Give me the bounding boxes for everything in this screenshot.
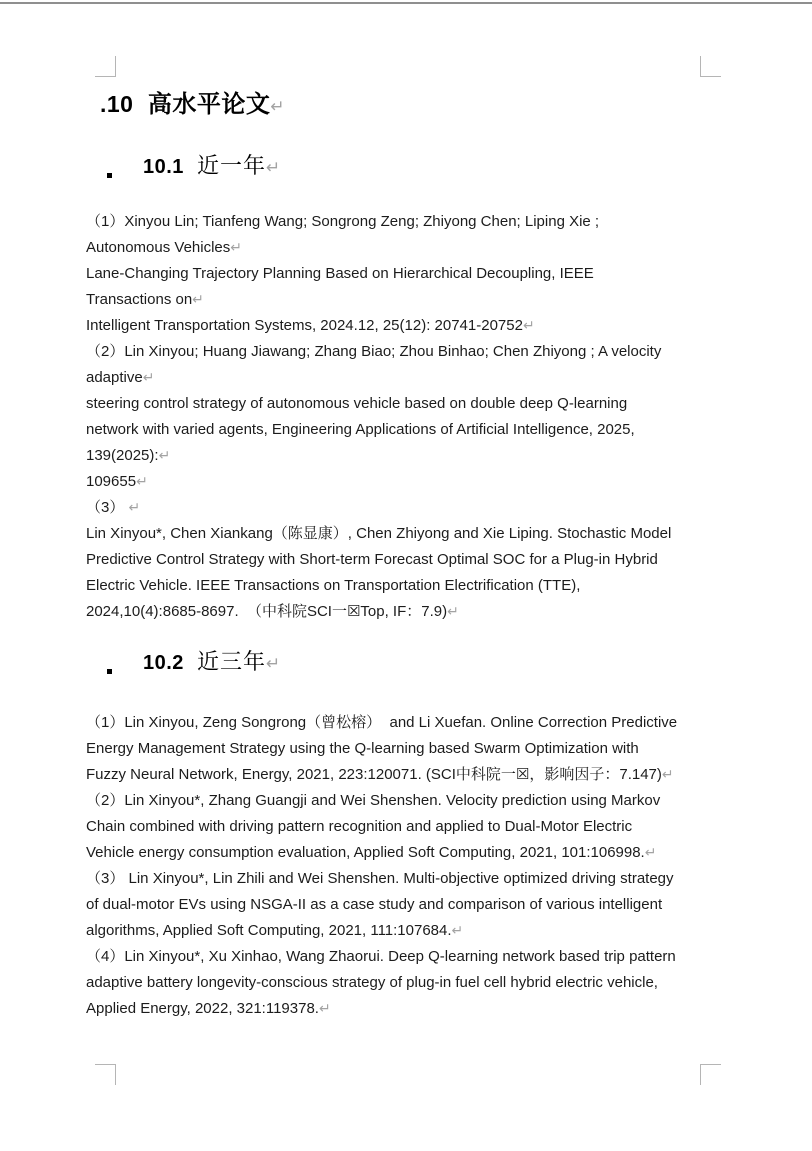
- paragraph-mark-icon: ↵: [451, 923, 464, 939]
- reference-text[interactable]: 109655: [86, 473, 137, 490]
- paragraph-mark-icon: ↵: [265, 654, 281, 674]
- reference-line[interactable]: [86, 996, 746, 1022]
- section-heading-10-2[interactable]: [143, 645, 280, 676]
- reference-text[interactable]: Autonomous Vehicles: [86, 239, 231, 256]
- text-boundary-mark-top-left: [115, 56, 116, 77]
- reference-line[interactable]: [86, 944, 746, 970]
- paragraph-mark-icon: ↵: [142, 370, 155, 386]
- reference-text[interactable]: Electric Vehicle. IEEE Transactions on Transportation Electrification (TTE),: [86, 577, 581, 594]
- reference-text[interactable]: network with varied agents, Engineering Applications of Artificial Intelligence, 2025,: [86, 421, 635, 438]
- section-10-1-references: [86, 209, 746, 625]
- reference-line[interactable]: [86, 814, 746, 840]
- section-title[interactable]: 近一年: [196, 153, 266, 178]
- reference-text[interactable]: adaptive battery longevity-conscious strategy of plug-in fuel cell hybrid electric vehicle,: [86, 974, 658, 991]
- reference-line[interactable]: [86, 762, 746, 788]
- paragraph-mark-icon: ↵: [661, 767, 674, 783]
- reference-text[interactable]: （3）: [86, 499, 129, 516]
- reference-text[interactable]: steering control strategy of autonomous vehicle based on double deep Q-learning: [86, 395, 628, 412]
- reference-text[interactable]: Lin Xinyou*, Chen Xiankang（陈显康）, Chen Zhiyong and Xie Liping. Stochastic Model: [86, 525, 672, 542]
- reference-text[interactable]: adaptive: [86, 369, 143, 386]
- paragraph-mark-icon: ↵: [230, 240, 242, 256]
- reference-text[interactable]: Lane-Changing Trajectory Planning Based on Hierarchical Decoupling, IEEE: [86, 265, 594, 282]
- reference-line[interactable]: [86, 495, 746, 521]
- reference-text[interactable]: Vehicle energy consumption evaluation, Applied Soft Computing, 2021, 101:106998.: [86, 844, 645, 861]
- reference-text[interactable]: （4）Lin Xinyou*, Xu Xinhao, Wang Zhaorui. Deep Q-learning network based trip pattern: [86, 948, 676, 965]
- reference-line[interactable]: [86, 710, 746, 736]
- reference-text[interactable]: Fuzzy Neural Network, Energy, 2021, 223:120071. (SCI中科院一☒，影响因子：7.147): [86, 766, 662, 783]
- paragraph-mark-icon: ↵: [447, 604, 459, 620]
- text-boundary-mark-top-right: [700, 56, 701, 77]
- chapter-title[interactable]: 高水平论文: [147, 91, 271, 118]
- reference-line[interactable]: [86, 970, 746, 996]
- page-top-divider: [0, 2, 812, 4]
- paragraph-mark-icon: ↵: [136, 474, 148, 490]
- paragraph-mark-icon: ↵: [522, 318, 535, 334]
- section-title[interactable]: 近三年: [196, 649, 266, 674]
- text-boundary-mark-top-right: [700, 76, 721, 77]
- reference-text[interactable]: 139(2025):: [86, 447, 159, 464]
- reference-text[interactable]: Energy Management Strategy using the Q-learning based Swarm Optimization with: [86, 740, 639, 757]
- section-bullet-icon: [107, 173, 112, 178]
- reference-line[interactable]: [86, 313, 746, 339]
- reference-line[interactable]: [86, 209, 746, 235]
- text-boundary-mark-top-left: [95, 76, 116, 77]
- section-number[interactable]: 10.1: [143, 156, 184, 178]
- reference-line[interactable]: [86, 391, 746, 417]
- reference-line[interactable]: [86, 599, 746, 625]
- reference-line[interactable]: [86, 443, 746, 469]
- text-boundary-mark-bottom-right: [700, 1064, 721, 1065]
- reference-line[interactable]: [86, 573, 746, 599]
- reference-text[interactable]: Chain combined with driving pattern recognition and applied to Dual-Motor Electric: [86, 818, 633, 835]
- paragraph-mark-icon: ↵: [644, 845, 657, 861]
- reference-text[interactable]: （2）Lin Xinyou*, Zhang Guangji and Wei Shenshen. Velocity prediction using Markov: [86, 792, 661, 809]
- reference-line[interactable]: [86, 365, 746, 391]
- reference-text[interactable]: of dual-motor EVs using NSGA-II as a case study and comparison of various intelligent: [86, 896, 663, 913]
- reference-text[interactable]: Transactions on: [86, 291, 193, 308]
- reference-text[interactable]: Applied Energy, 2022, 321:119378.: [86, 1000, 319, 1017]
- paragraph-mark-icon: ↵: [192, 292, 204, 308]
- reference-line[interactable]: [86, 287, 746, 313]
- reference-line[interactable]: [86, 918, 746, 944]
- reference-line[interactable]: [86, 469, 746, 495]
- reference-line[interactable]: [86, 339, 746, 365]
- reference-text[interactable]: （2）Lin Xinyou; Huang Jiawang; Zhang Biao; Zhou Binhao; Chen Zhiyong ; A velocity: [86, 343, 662, 360]
- paragraph-mark-icon: ↵: [270, 97, 286, 117]
- section-bullet-icon: [107, 669, 112, 674]
- reference-text[interactable]: Predictive Control Strategy with Short-term Forecast Optimal SOC for a Plug-in Hybrid: [86, 551, 658, 568]
- reference-text[interactable]: algorithms, Applied Soft Computing, 2021, 111:107684.: [86, 922, 452, 939]
- reference-text[interactable]: （3） Lin Xinyou*, Lin Zhili and Wei Shenshen. Multi-objective optimized driving strategy: [86, 870, 674, 887]
- section-heading-10-1[interactable]: [143, 149, 280, 180]
- reference-line[interactable]: [86, 417, 746, 443]
- section-number[interactable]: 10.2: [143, 652, 184, 674]
- reference-line[interactable]: [86, 736, 746, 762]
- text-boundary-mark-bottom-left: [95, 1064, 116, 1065]
- reference-line[interactable]: [86, 892, 746, 918]
- reference-line[interactable]: [86, 261, 746, 287]
- reference-text[interactable]: （1）Lin Xinyou, Zeng Songrong（曾松榕） and Li Xuefan. Online Correction Predictive: [86, 714, 678, 731]
- section-10-2-references: [86, 710, 746, 1022]
- paragraph-mark-icon: ↵: [318, 1001, 331, 1017]
- chapter-heading[interactable]: [100, 84, 285, 119]
- reference-line[interactable]: [86, 788, 746, 814]
- chapter-number[interactable]: .10: [100, 91, 134, 117]
- reference-line[interactable]: [86, 840, 746, 866]
- reference-text[interactable]: （1）Xinyou Lin; Tianfeng Wang; Songrong Zeng; Zhiyong Chen; Liping Xie ;: [86, 213, 600, 230]
- paragraph-mark-icon: ↵: [128, 500, 141, 516]
- reference-line[interactable]: [86, 521, 746, 547]
- reference-line[interactable]: [86, 866, 746, 892]
- reference-line[interactable]: [86, 235, 746, 261]
- reference-line[interactable]: [86, 547, 746, 573]
- paragraph-mark-icon: ↵: [265, 158, 281, 178]
- reference-text[interactable]: 2024,10(4):8685-8697. （中科院SCI一☒Top, IF：7.9): [86, 603, 448, 620]
- reference-text[interactable]: Intelligent Transportation Systems, 2024.12, 25(12): 20741-20752: [86, 317, 523, 334]
- paragraph-mark-icon: ↵: [158, 448, 171, 464]
- text-boundary-mark-bottom-right: [700, 1064, 701, 1085]
- text-boundary-mark-bottom-left: [115, 1064, 116, 1085]
